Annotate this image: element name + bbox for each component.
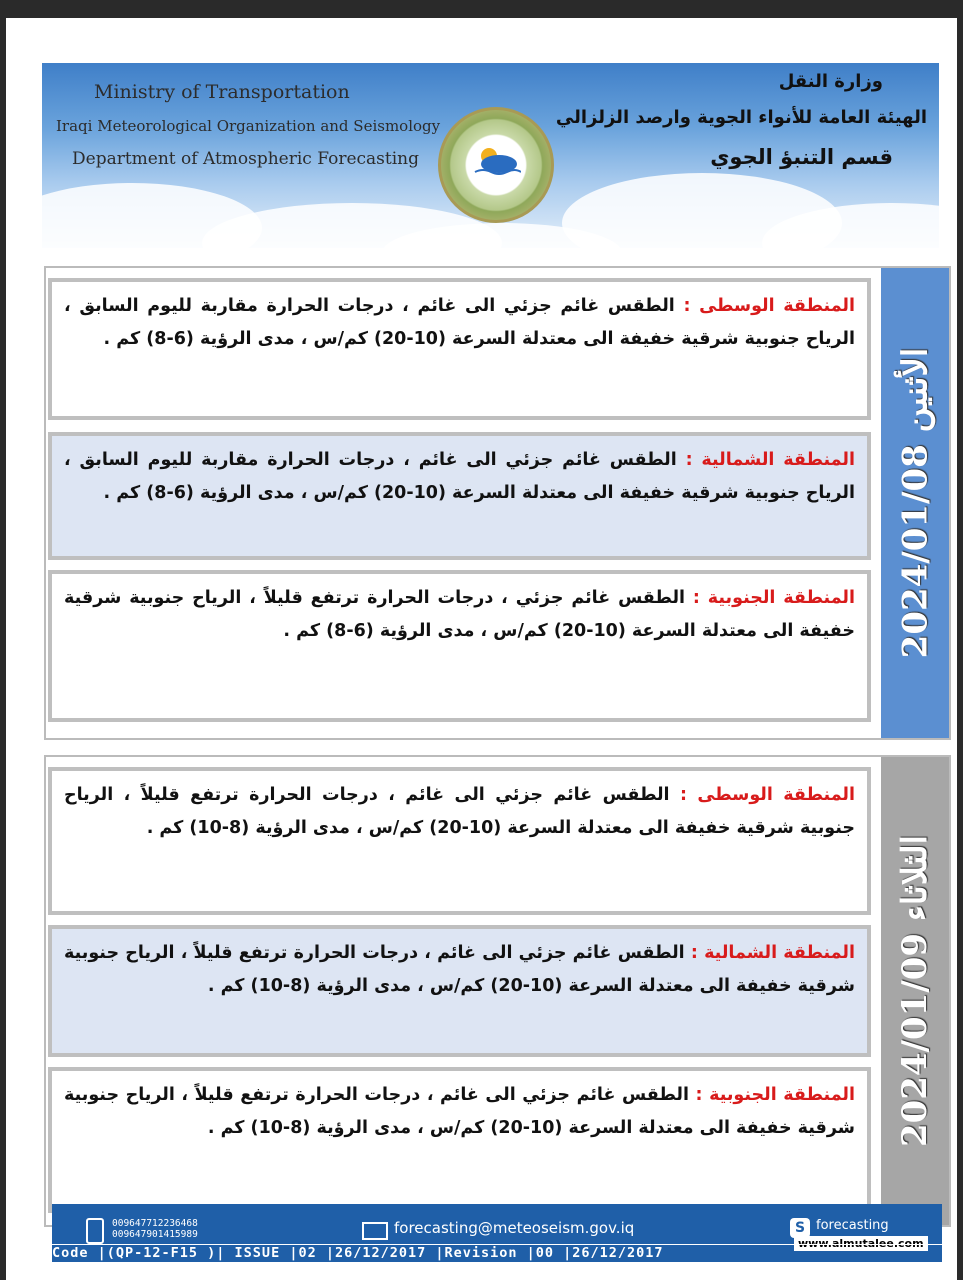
region-label: المنطقة الوسطى : (679, 785, 855, 805)
skype-icon: S (790, 1218, 810, 1238)
organization-logo (438, 107, 554, 223)
organization-name-ar: الهيئة العامة للأنواء الجوية وارصد الزلزالي (555, 107, 927, 128)
ministry-name-en: Ministry of Transportation (94, 81, 350, 103)
region-label: المنطقة الجنوبية : (695, 1085, 855, 1105)
phone-numbers (112, 1218, 198, 1240)
region-label: المنطقة الجنوبية : (692, 588, 855, 608)
site-watermark: www.almutalee.com (794, 1236, 928, 1251)
forecast-text: الطقس غائم جزئي الى غائم ، درجات الحرارة ترتفع قليلاً ، الرياح جنوبية شرقية خفيفة الى معتدلة السرعة (10-20) كم/س ، مدى الرؤية (8-10) كم . (64, 1085, 855, 1138)
contact-footer (52, 1204, 942, 1262)
email-address[interactable]: forecasting@meteoseism.gov.iq (394, 1219, 635, 1237)
bulletin-page (6, 18, 957, 1280)
phone-number-1: 009647712236468 (112, 1218, 198, 1229)
phone-icon (86, 1218, 104, 1244)
day-label: الأثنين 2024/01/08 (895, 347, 936, 659)
ministry-name-ar: وزارة النقل (778, 71, 883, 92)
region-label: المنطقة الشمالية : (690, 943, 855, 963)
department-name-en: Department of Atmospheric Forecasting (72, 149, 419, 169)
day-tab-tuesday (881, 757, 949, 1225)
department-name-ar: قسم التنبؤ الجوي (710, 145, 893, 169)
forecast-panel-central (48, 767, 871, 915)
email-icon (362, 1222, 388, 1240)
forecast-text: الطقس غائم جزئي الى غائم ، درجات الحرارة ترتفع قليلاً ، الرياح جنوبية شرقية خفيفة الى معتدلة السرعة (10-20) كم/س ، مدى الرؤية (8-10) كم . (64, 785, 855, 838)
region-label: المنطقة الوسطى : (683, 296, 855, 316)
weather-logo-icon (471, 144, 521, 178)
header-banner (42, 63, 939, 248)
day-group-tuesday (44, 755, 951, 1227)
forecast-panel-southern (48, 1067, 871, 1213)
forecast-text: الطقس غائم جزئي الى غائم ، درجات الحرارة مقاربة لليوم السابق ، الرياح جنوبية شرقية خفيفة الى معتدلة السرعة (10-20) كم/س ، مدى الرؤية (6-8) كم . (64, 450, 855, 503)
region-label: المنطقة الشمالية : (685, 450, 855, 470)
forecast-text: الطقس غائم جزئي ، درجات الحرارة ترتفع قليلاً ، الرياح جنوبية شرقية خفيفة الى معتدلة السرعة (10-20) كم/س ، مدى الرؤية (6-8) كم . (64, 588, 855, 641)
day-group-monday (44, 266, 951, 740)
forecast-panel-northern (48, 925, 871, 1057)
forecast-panel-central (48, 278, 871, 420)
document-code-line: Code |(QP-12-F15 )| ISSUE |02 |26/12/2017 |Revision |00 |26/12/2017 (52, 1244, 942, 1262)
organization-name-en: Iraqi Meteorological Organization and Seismology (56, 117, 441, 135)
forecast-panel-northern (48, 432, 871, 560)
phone-number-2: 009647901415989 (112, 1229, 198, 1240)
forecast-text: الطقس غائم جزئي الى غائم ، درجات الحرارة مقاربة لليوم السابق ، الرياح جنوبية شرقية خفيفة الى معتدلة السرعة (10-20) كم/س ، مدى الرؤية (6-8) كم . (64, 296, 855, 349)
forecast-text: الطقس غائم جزئي الى غائم ، درجات الحرارة ترتفع قليلاً ، الرياح جنوبية شرقية خفيفة الى معتدلة السرعة (10-20) كم/س ، مدى الرؤية (8-10) كم . (64, 943, 855, 996)
forecast-panel-southern (48, 570, 871, 722)
day-tab-monday (881, 268, 949, 738)
skype-handle[interactable]: forecasting (816, 1218, 889, 1233)
day-label: الثلاثاء 2024/01/09 (895, 834, 935, 1148)
